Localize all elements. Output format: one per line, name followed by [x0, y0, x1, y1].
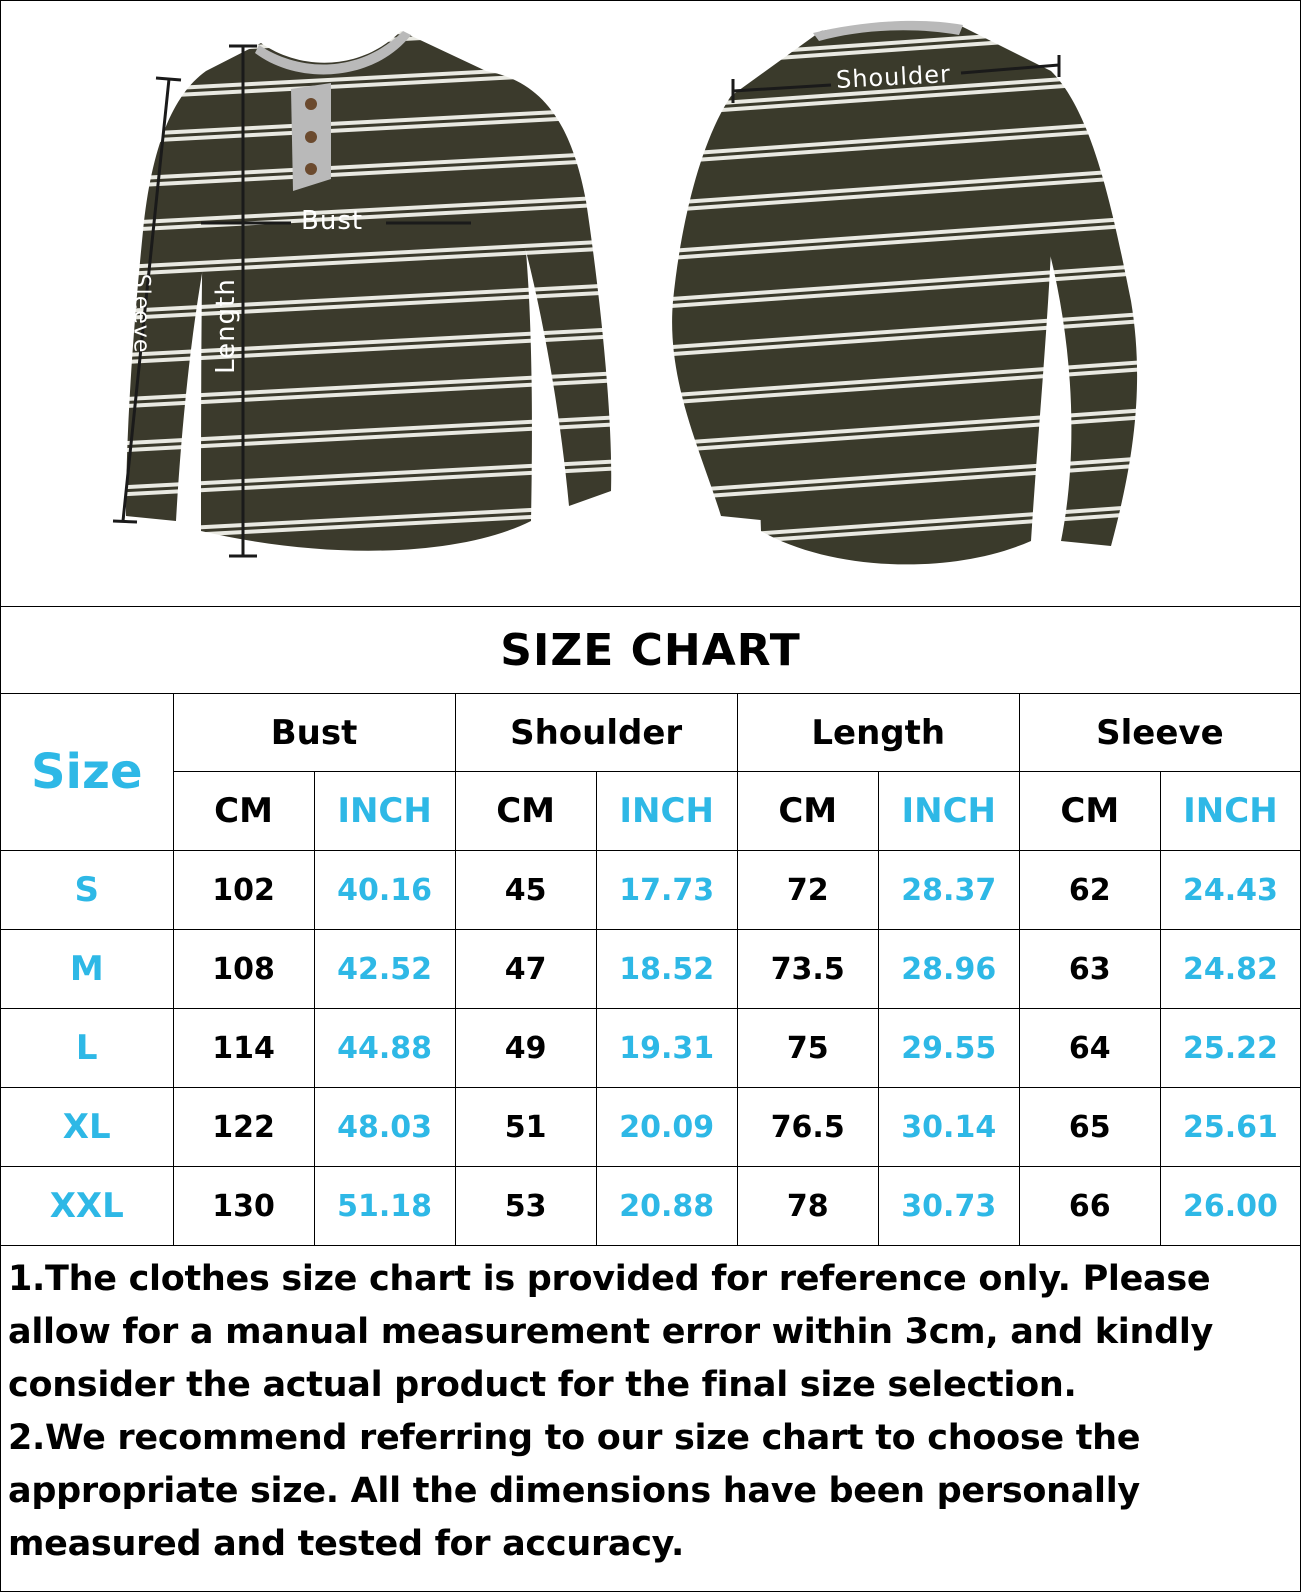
bust-header: Bust [173, 694, 455, 772]
unit-inch: INCH [878, 772, 1019, 851]
sleeve-label: Sleeve [128, 273, 154, 354]
length-header: Length [737, 694, 1019, 772]
value-cell: 24.82 [1160, 930, 1300, 1009]
value-cell: 130 [173, 1167, 314, 1246]
value-cell: 76.5 [737, 1088, 878, 1167]
value-cell: 62 [1019, 851, 1160, 930]
value-cell: 44.88 [314, 1009, 455, 1088]
value-cell: 114 [173, 1009, 314, 1088]
size-label: M [1, 930, 174, 1009]
note-2: 2.We recommend referring to our size chart to choose the appropriate size. All the dimensions have been personally measured and tested for accuracy. [8, 1418, 1141, 1564]
value-cell: 18.52 [596, 930, 737, 1009]
chart-title: SIZE CHART [1, 607, 1301, 694]
value-cell: 122 [173, 1088, 314, 1167]
value-cell: 28.96 [878, 930, 1019, 1009]
value-cell: 49 [455, 1009, 596, 1088]
unit-cm: CM [737, 772, 878, 851]
value-cell: 53 [455, 1167, 596, 1246]
shoulder-header: Shoulder [455, 694, 737, 772]
value-cell: 108 [173, 930, 314, 1009]
value-cell: 42.52 [314, 930, 455, 1009]
product-photo [1, 1, 1299, 606]
note-1: 1.The clothes size chart is provided for reference only. Please allow for a manual measurement error within 3cm, and kindly consider the actual product for the final size selection. [8, 1259, 1214, 1405]
value-cell: 25.22 [1160, 1009, 1300, 1088]
shoulder-label: Shoulder [835, 60, 952, 94]
value-cell: 51.18 [314, 1167, 455, 1246]
size-label: S [1, 851, 174, 930]
table-row [1, 851, 1301, 930]
shirt-illustration [1, 1, 1299, 606]
front-shirt [126, 31, 611, 551]
back-shirt [672, 21, 1137, 565]
value-cell: 17.73 [596, 851, 737, 930]
unit-inch: INCH [314, 772, 455, 851]
table-row [1, 1167, 1301, 1246]
size-label: XL [1, 1088, 174, 1167]
value-cell: 20.88 [596, 1167, 737, 1246]
size-label: L [1, 1009, 174, 1088]
size-chart-table [0, 606, 1301, 1246]
unit-cm: CM [1019, 772, 1160, 851]
value-cell: 47 [455, 930, 596, 1009]
value-cell: 30.73 [878, 1167, 1019, 1246]
value-cell: 28.37 [878, 851, 1019, 930]
length-label: Length [210, 278, 241, 374]
value-cell: 102 [173, 851, 314, 930]
sleeve-header: Sleeve [1019, 694, 1300, 772]
size-notes [8, 1253, 1293, 1571]
value-cell: 26.00 [1160, 1167, 1300, 1246]
size-column-header: Size [1, 694, 174, 851]
value-cell: 40.16 [314, 851, 455, 930]
value-cell: 66 [1019, 1167, 1160, 1246]
value-cell: 78 [737, 1167, 878, 1246]
value-cell: 75 [737, 1009, 878, 1088]
value-cell: 25.61 [1160, 1088, 1300, 1167]
value-cell: 65 [1019, 1088, 1160, 1167]
value-cell: 30.14 [878, 1088, 1019, 1167]
table-row [1, 930, 1301, 1009]
value-cell: 48.03 [314, 1088, 455, 1167]
unit-inch: INCH [596, 772, 737, 851]
unit-inch: INCH [1160, 772, 1300, 851]
value-cell: 51 [455, 1088, 596, 1167]
bust-label: Bust [301, 206, 364, 236]
value-cell: 64 [1019, 1009, 1160, 1088]
table-row [1, 1009, 1301, 1088]
size-label: XXL [1, 1167, 174, 1246]
value-cell: 29.55 [878, 1009, 1019, 1088]
value-cell: 45 [455, 851, 596, 930]
value-cell: 72 [737, 851, 878, 930]
value-cell: 20.09 [596, 1088, 737, 1167]
value-cell: 73.5 [737, 930, 878, 1009]
value-cell: 63 [1019, 930, 1160, 1009]
unit-cm: CM [173, 772, 314, 851]
table-row [1, 1088, 1301, 1167]
value-cell: 24.43 [1160, 851, 1300, 930]
value-cell: 19.31 [596, 1009, 737, 1088]
unit-cm: CM [455, 772, 596, 851]
